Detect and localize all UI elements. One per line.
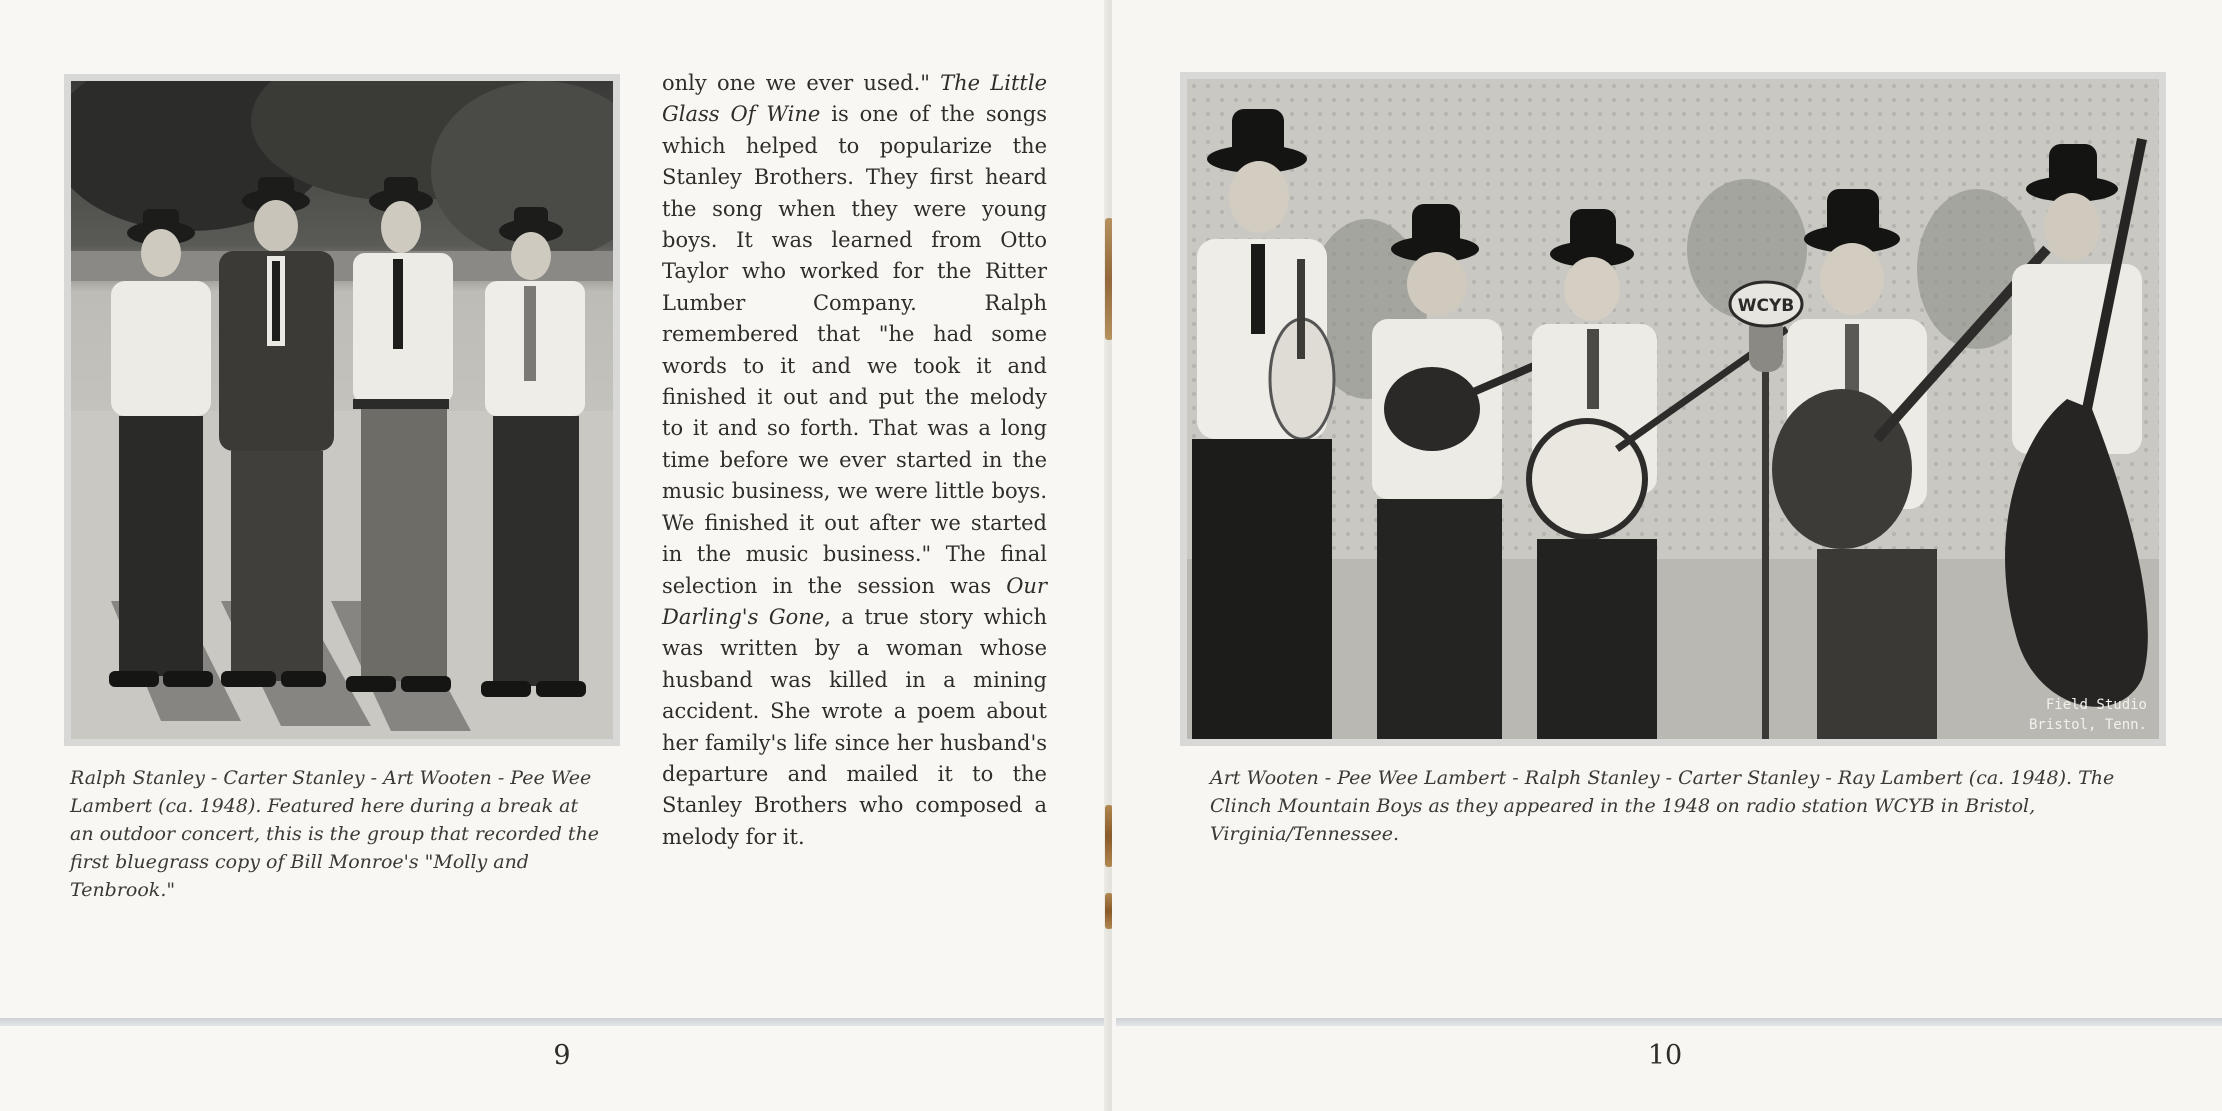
person-3 (346, 177, 453, 692)
song-title-little-glass-of-wine: The Little Glass Of Wine (662, 71, 1047, 127)
right-photo (1187, 79, 2159, 739)
photo-studio-stamp-line1: Field Studio (2045, 697, 2147, 713)
left-footer-rule (0, 1018, 1104, 1026)
body-part-1: only one we ever used." (662, 71, 941, 95)
left-body-text (662, 68, 1047, 853)
page-number-left: 9 (553, 1040, 571, 1071)
left-page (0, 0, 1108, 1111)
left-photo (71, 81, 613, 739)
right-footer-rule (1116, 1018, 2222, 1026)
photo-studio-stamp-line2: Bristol, Tenn. (2028, 717, 2147, 733)
right-photo-image (1187, 79, 2159, 739)
mic-label: WCYB (1737, 296, 1795, 316)
right-page (1112, 0, 2222, 1111)
left-photo-caption: Ralph Stanley - Carter Stanley - Art Wooten - Pee Wee Lambert (ca. 1948). Featured here during a break at an outdoor concert, this is the group that recorded the first bluegrass copy of Bill Monroe's "Molly and Tenbrook." (70, 767, 600, 901)
page-number-right: 10 (1647, 1040, 1683, 1071)
song-title-our-darlings-gone: Our Darling's Gone (662, 573, 1047, 629)
body-part-3: is one of the songs which helped to popularize the Stanley Brothers. They first heard the song when they were young boys. It was learned from Otto Taylor who worked for the Ritter Lumber Company. Ralph remembered that "he had some words to it and we took it and finished it out and put the melody to it and so forth. That was a long time before we ever started in the music business, we were little boys. We finished it out after we started in the music business." The final selection in the session was (662, 102, 1047, 598)
body-part-5: , a true story which was written by a woman whose husband was killed in a mining accident. She wrote a poem about her family's life since her husband's departure and mailed it to the Stanley Brothers who composed a melody for it. (662, 604, 1047, 849)
person-2 (219, 177, 334, 687)
left-photo-frame (64, 74, 620, 746)
left-photo-image (71, 81, 613, 739)
right-photo-frame (1180, 72, 2166, 746)
right-photo-caption: Art Wooten - Pee Wee Lambert - Ralph Stanley - Carter Stanley - Ray Lambert (ca. 1948). The Clinch Mountain Boys as they appeared in the 1948 on radio station WCYB in Bristol, Virginia/Tennessee. (1210, 767, 2115, 845)
